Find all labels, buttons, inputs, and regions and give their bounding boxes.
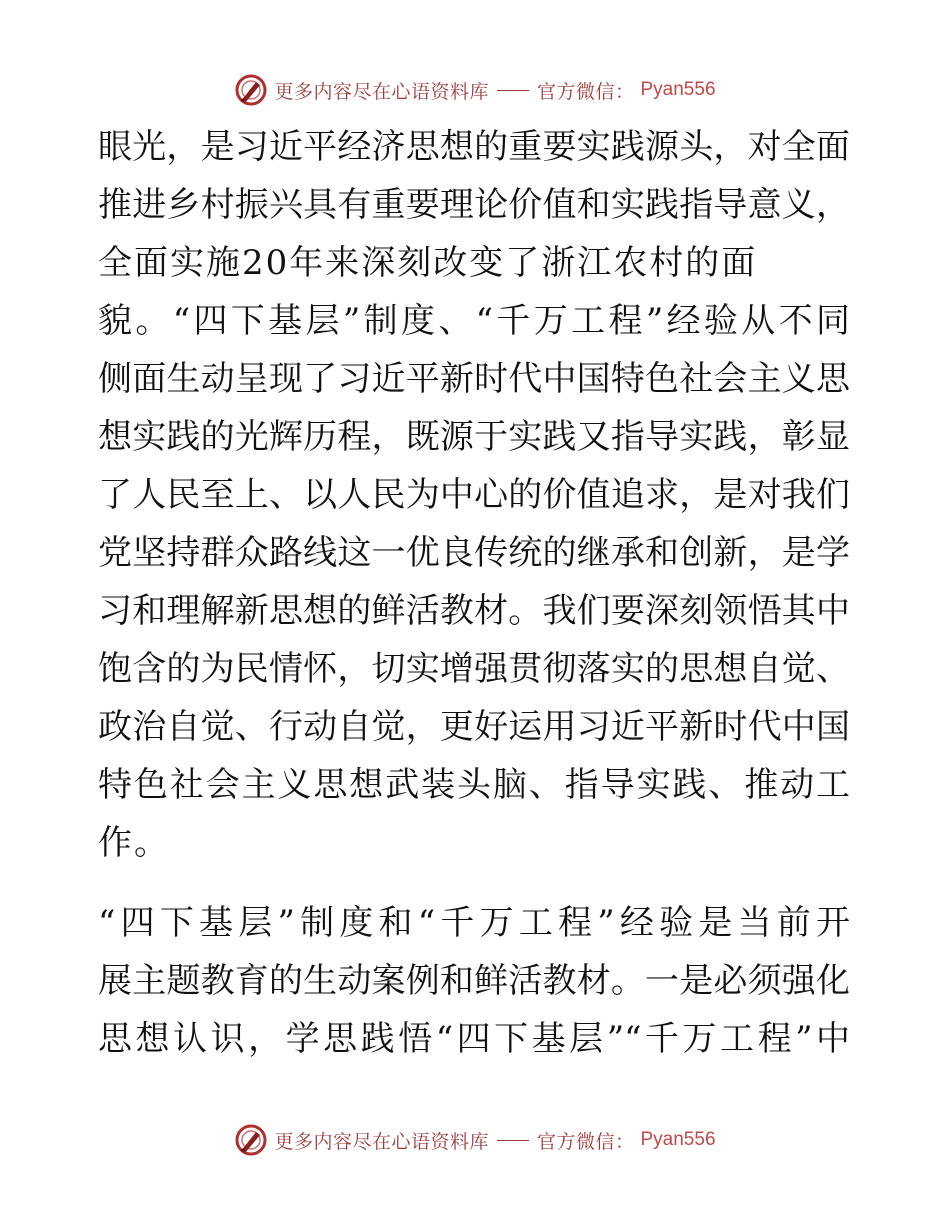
text-line: 党坚持群众路线这一优良传统的继承和创新，是学 [98,533,850,573]
text-line: 了人民至上、以人民为中心的价值追求，是对我们 [98,475,850,515]
text-line: 展主题教育的生动案例和鲜活教材。一是必须强化 [98,961,850,1001]
text-line: “四下基层”制度和“千万工程”经验是当前开 [98,903,850,943]
pen-logo-icon [234,73,268,107]
text-line: 侧面生动呈现了习近平新时代中国特色社会主义思 [98,359,850,399]
paragraph-1 [98,118,850,872]
text-line: 饱含的为民情怀，切实增强贯彻落实的思想自觉、 [98,649,850,689]
text-line: 貌。“四下基层”制度、“千万工程”经验从不同 [98,301,850,341]
watermark-separator [497,1140,529,1141]
paragraph-spacer [98,872,850,894]
text-line: 政治自觉、行动自觉，更好运用习近平新时代中国 [98,707,850,747]
paragraph-2 [98,894,850,1068]
text-line: 习和理解新思想的鲜活教材。我们要深刻领悟其中 [98,591,850,631]
pen-logo-icon [234,1123,268,1157]
text-line: 特色社会主义思想武装头脑、指导实践、推动工 [98,765,850,805]
text-line: 眼光，是习近平经济思想的重要实践源头，对全面 [98,127,850,167]
watermark-text: 更多内容尽在心语资料库 [274,80,489,103]
text-line: 作。 [98,823,170,863]
footer-watermark [0,1120,950,1160]
watermark-text: 更多内容尽在心语资料库 [274,1130,489,1153]
header-watermark [0,70,950,110]
text-line: 思想认识，学思践悟“四下基层”“千万工程”中 [98,1019,850,1059]
watermark-separator [497,90,529,91]
watermark-handle: Pyan556 [640,1129,716,1150]
text-line: 推进乡村振兴具有重要理论价值和实践指导意义， [98,185,850,225]
text-line: 全面实施20年来深刻改变了浙江农村的面 [98,243,758,283]
watermark-label: 官方微信： [536,1130,635,1153]
document-body [98,118,850,1068]
text-line: 想实践的光辉历程，既源于实践又指导实践，彰显 [98,417,850,457]
watermark-label: 官方微信： [536,80,635,103]
watermark-handle: Pyan556 [640,79,716,100]
